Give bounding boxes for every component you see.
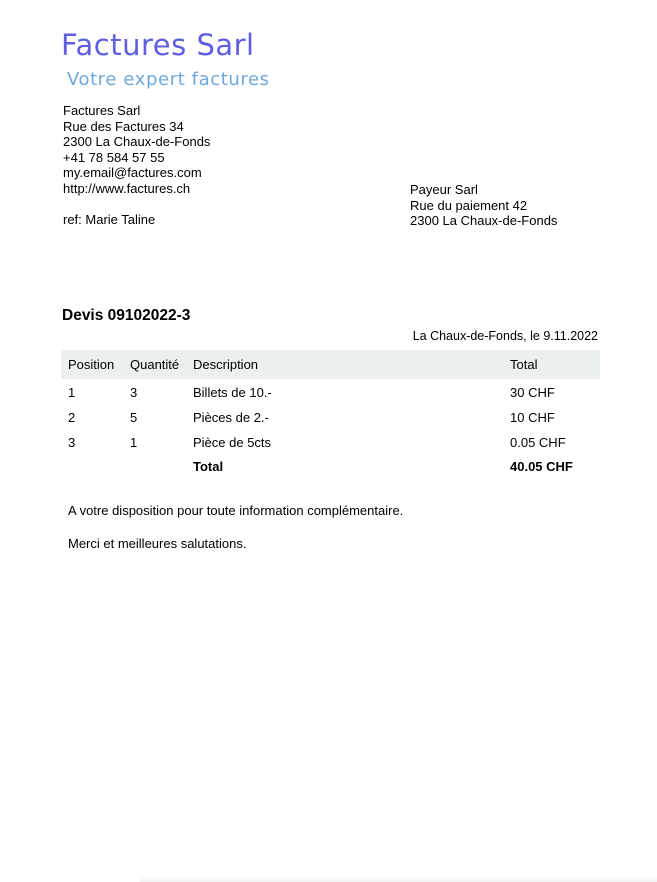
sender-name: Factures Sarl: [63, 103, 141, 118]
table-row: [61, 385, 600, 401]
cell-position: 3: [68, 435, 76, 450]
brand-tagline: Votre expert factures: [67, 69, 270, 90]
cell-quantity: 3: [130, 385, 138, 400]
closing-line-salutation: Merci et meilleures salutations.: [68, 536, 247, 551]
table-header-row: [61, 350, 600, 379]
sender-phone: +41 78 584 57 55: [63, 149, 165, 165]
cell-total: 30 CHF: [510, 385, 555, 400]
sender-email: my.email@factures.com: [63, 165, 202, 180]
sender-street: Rue des Factures 34: [63, 118, 184, 134]
sender-address-block: [63, 103, 210, 227]
cell-quantity: 1: [130, 435, 138, 450]
total-value: 40.05 CHF: [510, 459, 573, 474]
closing-line-info: A votre disposition pour toute information complémentaire.: [68, 503, 404, 518]
document-title: Devis 09102022-3: [62, 307, 191, 324]
sender-website: http://www.factures.ch: [63, 180, 191, 196]
cell-position: 2: [68, 410, 76, 425]
cell-description: Billets de 10.-: [193, 385, 272, 400]
recipient-address-block: [410, 182, 557, 229]
column-header-total: Total: [510, 357, 538, 372]
table-row: [61, 435, 600, 451]
cell-position: 1: [68, 385, 76, 400]
column-header-quantity: Quantité: [130, 357, 180, 372]
sender-city: 2300 La Chaux-de-Fonds: [63, 134, 211, 149]
column-header-description: Description: [193, 357, 259, 372]
cell-quantity: 5: [130, 410, 138, 425]
total-label: Total: [193, 459, 224, 474]
sender-reference: ref: Marie Taline: [63, 211, 156, 227]
table-row: [61, 410, 600, 426]
recipient-city: 2300 La Chaux-de-Fonds: [410, 213, 558, 228]
recipient-street: Rue du paiement 42: [410, 197, 528, 213]
cell-description: Pièces de 2.-: [193, 410, 269, 425]
page-bottom-edge: [140, 877, 657, 882]
table-total-row: [61, 459, 600, 475]
column-header-position: Position: [68, 357, 115, 372]
cell-total: 10 CHF: [510, 410, 555, 425]
cell-total: 0.05 CHF: [510, 435, 566, 450]
cell-description: Pièce de 5cts: [193, 435, 272, 450]
items-table: [61, 350, 600, 480]
document-date: La Chaux-de-Fonds, le 9.11.2022: [412, 329, 598, 343]
brand-name: Factures Sarl: [61, 28, 255, 62]
recipient-name: Payeur Sarl: [410, 182, 478, 197]
